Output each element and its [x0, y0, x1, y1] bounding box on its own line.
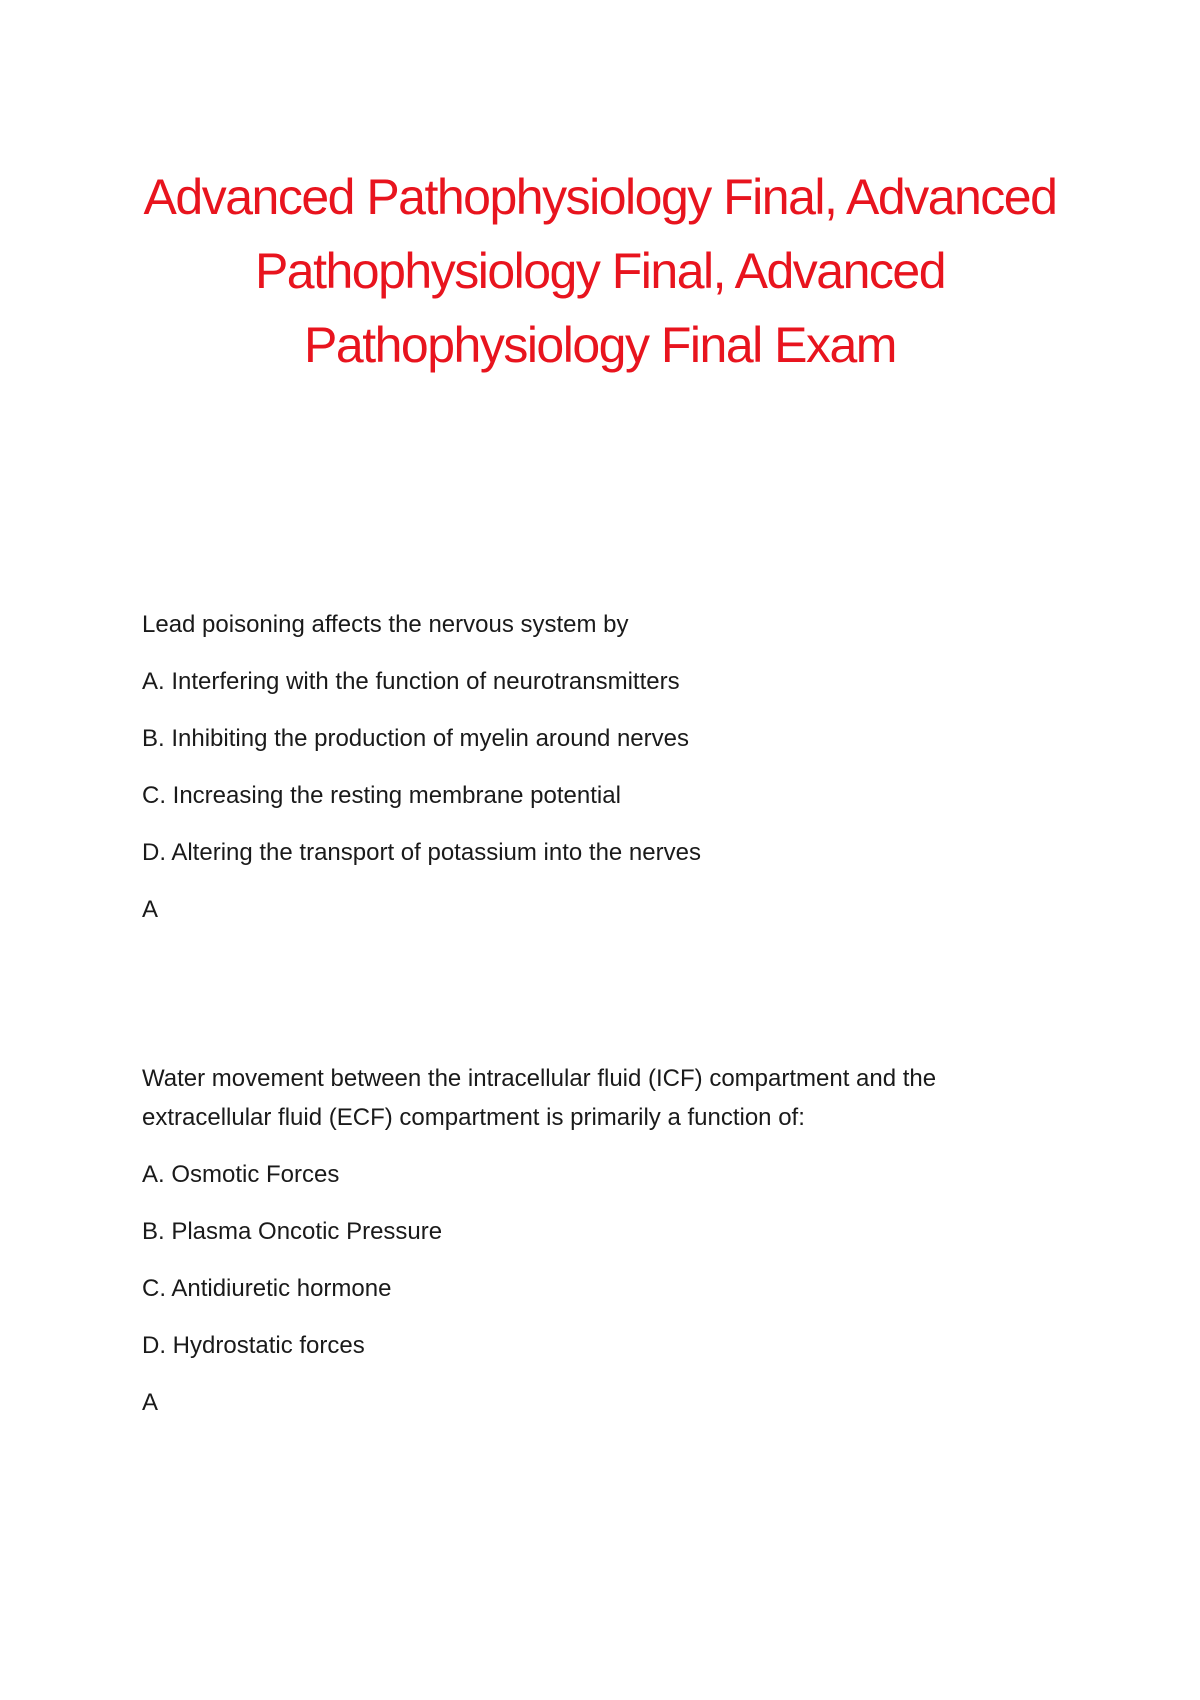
question-stem: Lead poisoning affects the nervous system by: [142, 611, 629, 638]
question-1: [142, 605, 1042, 929]
correct-answer: A: [142, 1389, 159, 1416]
answer-option-c: C. Increasing the resting membrane potential: [142, 782, 621, 809]
answer-option-a: A. Interfering with the function of neurotransmitters: [142, 668, 680, 695]
title-line: Pathophysiology Final, Advanced: [254, 243, 946, 299]
question-stem: Water movement between the intracellular fluid (ICF) compartment and the extracellular fluid (ECF) compartment is primarily a function of:: [142, 1065, 937, 1131]
title-line: Advanced Pathophysiology Final, Advanced: [143, 169, 1057, 225]
question-2: [142, 1059, 1042, 1422]
answer-option-c: C. Antidiuretic hormone: [142, 1275, 392, 1302]
title-line: Pathophysiology Final Exam: [304, 317, 896, 373]
correct-answer: A: [142, 896, 159, 923]
answer-option-a: A. Osmotic Forces: [142, 1161, 340, 1188]
answer-option-b: B. Plasma Oncotic Pressure: [142, 1218, 443, 1245]
answer-option-b: B. Inhibiting the production of myelin around nerves: [142, 725, 689, 752]
answer-option-d: D. Hydrostatic forces: [142, 1332, 365, 1359]
answer-option-d: D. Altering the transport of potassium into the nerves: [142, 839, 701, 866]
document-title: [120, 160, 1080, 382]
